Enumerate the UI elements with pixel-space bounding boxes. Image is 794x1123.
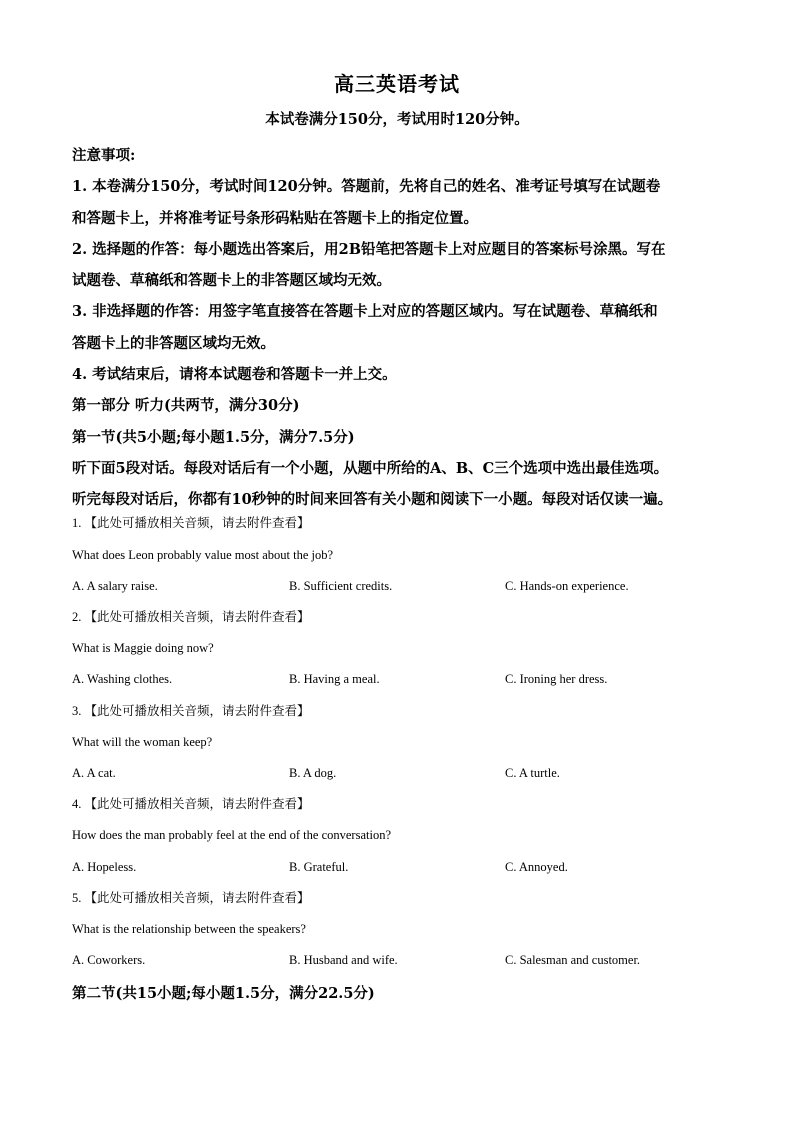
option-a: A. A cat. [72,766,116,780]
note-line: 答题卡上的非答题区域均无效。 [72,334,275,352]
option-b: B. Sufficient credits. [289,579,393,593]
note-line: 试题卷、草稿纸和答题卡上的非答题区域均无效。 [72,272,391,290]
note-line: 1. 本卷满分150分，考试时间120分钟。答题前，先将自己的姓名、准考证号填写在试题卷 [72,178,661,196]
question-stem: What is the relationship between the speakers? [72,922,306,936]
option-a: A. Hopeless. [72,860,137,874]
question-stem: How does the man probably feel at the end of the conversation? [72,828,391,842]
page-subtitle: 本试卷满分150分，考试用时120分钟。 [265,111,529,128]
option-c: C. Annoyed. [505,860,568,874]
question-stem: What is Maggie doing now? [72,641,214,655]
notes-heading: 注意事项: [72,147,136,164]
options-row [72,764,722,782]
option-b: B. Husband and wife. [289,953,398,967]
options-row [72,670,722,688]
options-row [72,577,722,595]
audio-placeholder[interactable]: 3. 【此处可播放相关音频，请去附件查看】 [72,704,310,718]
instructions [72,140,724,516]
note-line: 3. 非选择题的作答：用签字笔直接答在答题卡上对应的答题区域内。写在试题卷、草稿纸和 [72,303,658,321]
options-row [72,858,722,876]
option-a: A. A salary raise. [72,579,158,593]
note-line: 4. 考试结束后，请将本试题卷和答题卡一并上交。 [72,366,397,384]
option-c: C. Hands-on experience. [505,579,629,593]
part-heading: 第一部分 听力(共两节，满分30分) [72,397,300,415]
section-heading: 第二节(共15小题;每小题1.5分，满分22.5分) [72,985,375,1002]
option-b: B. Grateful. [289,860,349,874]
option-b: B. Having a meal. [289,672,380,686]
option-c: C. Ironing her dress. [505,672,608,686]
listening-directions: 听完每段对话后，你都有10秒钟的时间来回答有关小题和阅读下一小题。每段对话仅读一遍。 [72,491,673,509]
question-stem: What does Leon probably value most about the job? [72,548,334,562]
option-c: C. A turtle. [505,766,560,780]
section-heading: 第一节(共5小题;每小题1.5分，满分7.5分) [72,428,355,446]
audio-placeholder[interactable]: 1. 【此处可播放相关音频，请去附件查看】 [72,516,310,530]
page-title: 高三英语考试 [334,72,460,96]
option-c: C. Salesman and customer. [505,953,641,967]
question-stem: What will the woman keep? [72,735,213,749]
audio-placeholder[interactable]: 4. 【此处可播放相关音频，请去附件查看】 [72,797,310,811]
audio-placeholder[interactable]: 5. 【此处可播放相关音频，请去附件查看】 [72,891,310,905]
note-line: 2. 选择题的作答：每小题选出答案后，用2B铅笔把答题卡上对应题目的答案标号涂黑。写在 [72,240,666,258]
audio-placeholder[interactable]: 2. 【此处可播放相关音频，请去附件查看】 [72,610,310,624]
option-a: A. Coworkers. [72,953,146,967]
option-b: B. A dog. [289,766,337,780]
options-row [72,951,722,969]
note-line: 和答题卡上，并将准考证号条形码粘贴在答题卡上的指定位置。 [72,209,478,227]
option-a: A. Washing clothes. [72,672,173,686]
listening-directions: 听下面5段对话。每段对话后有一个小题，从题中所给的A、B、C三个选项中选出最佳选项。 [72,459,669,477]
